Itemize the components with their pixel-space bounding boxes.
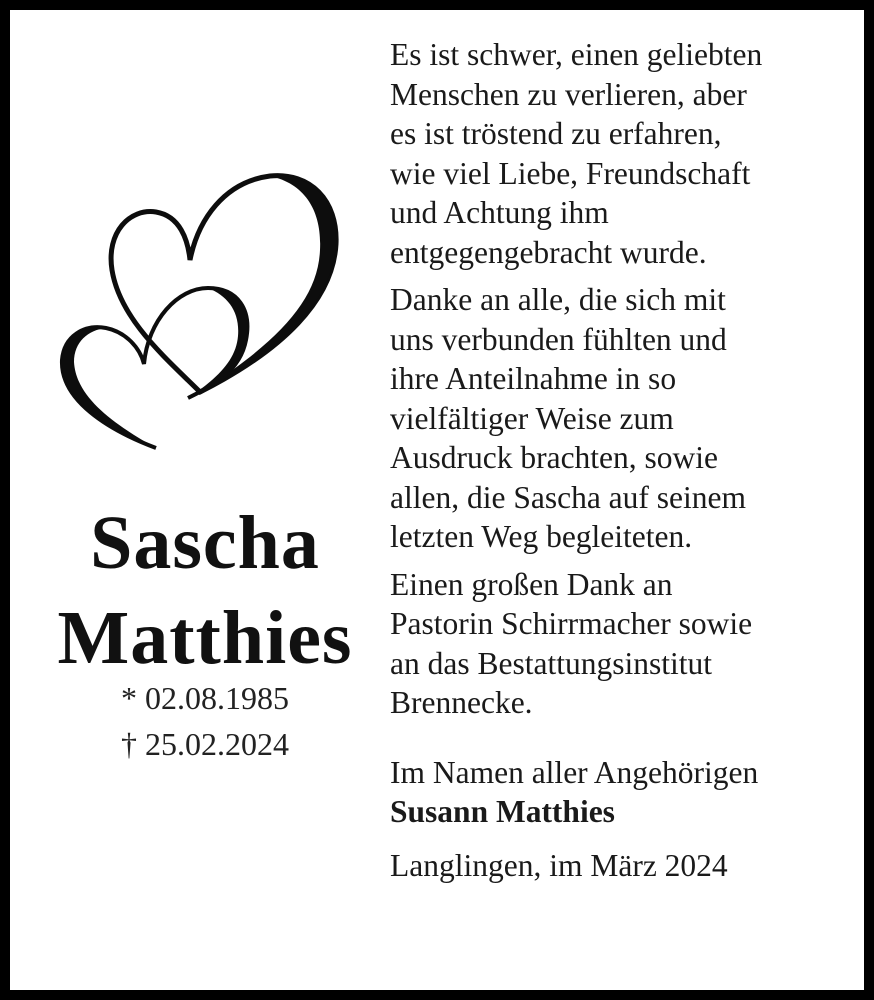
text-line: Danke an alle, die sich mit	[390, 282, 726, 317]
signature-intro: Im Namen aller Angehörigen	[390, 754, 759, 790]
text-line: wie viel Liebe, Freundschaft	[390, 155, 751, 191]
text-line: es ist tröstend zu erfahren,	[390, 116, 722, 151]
text-line: und Achtung ihm	[390, 195, 609, 230]
text-line: Einen großen Dank an	[390, 566, 673, 602]
text-line: an das Bestattungsinstitut	[390, 645, 712, 681]
text-line: Ausdruck brachten, sowie	[390, 440, 719, 475]
text-line: Brennecke.	[390, 685, 533, 720]
text-line: entgegengebracht wurde.	[390, 234, 707, 270]
text-line: Pastorin Schirrmacher sowie	[390, 606, 753, 641]
text-line: letzten Weg begleiteten.	[390, 519, 693, 554]
death-date: † 25.02.2024	[121, 726, 289, 762]
text-line: Es ist schwer, einen geliebten	[390, 37, 763, 72]
place-date: Langlingen, im März 2024	[390, 847, 728, 883]
two-hearts-icon	[48, 160, 358, 460]
text-line: Menschen zu verlieren, aber	[390, 76, 747, 112]
text-line: ihre Anteilnahme in so	[390, 361, 677, 396]
birth-date: * 02.08.1985	[121, 680, 289, 716]
obituary-card	[10, 10, 864, 990]
text-line: vielfältiger Weise zum	[390, 400, 674, 436]
text-line: allen, die Sascha auf seinem	[390, 479, 746, 515]
message-paragraph-1	[390, 35, 850, 272]
deceased-last-name: Matthies	[57, 596, 353, 680]
deceased-first-name: Sascha	[90, 501, 320, 585]
text-line: uns verbunden fühlten und	[390, 321, 727, 357]
signer-name: Susann Matthies	[390, 794, 615, 829]
message-paragraph-3	[390, 565, 850, 723]
message-column	[390, 35, 850, 885]
signature-block	[390, 753, 850, 886]
message-paragraph-2	[390, 280, 850, 557]
